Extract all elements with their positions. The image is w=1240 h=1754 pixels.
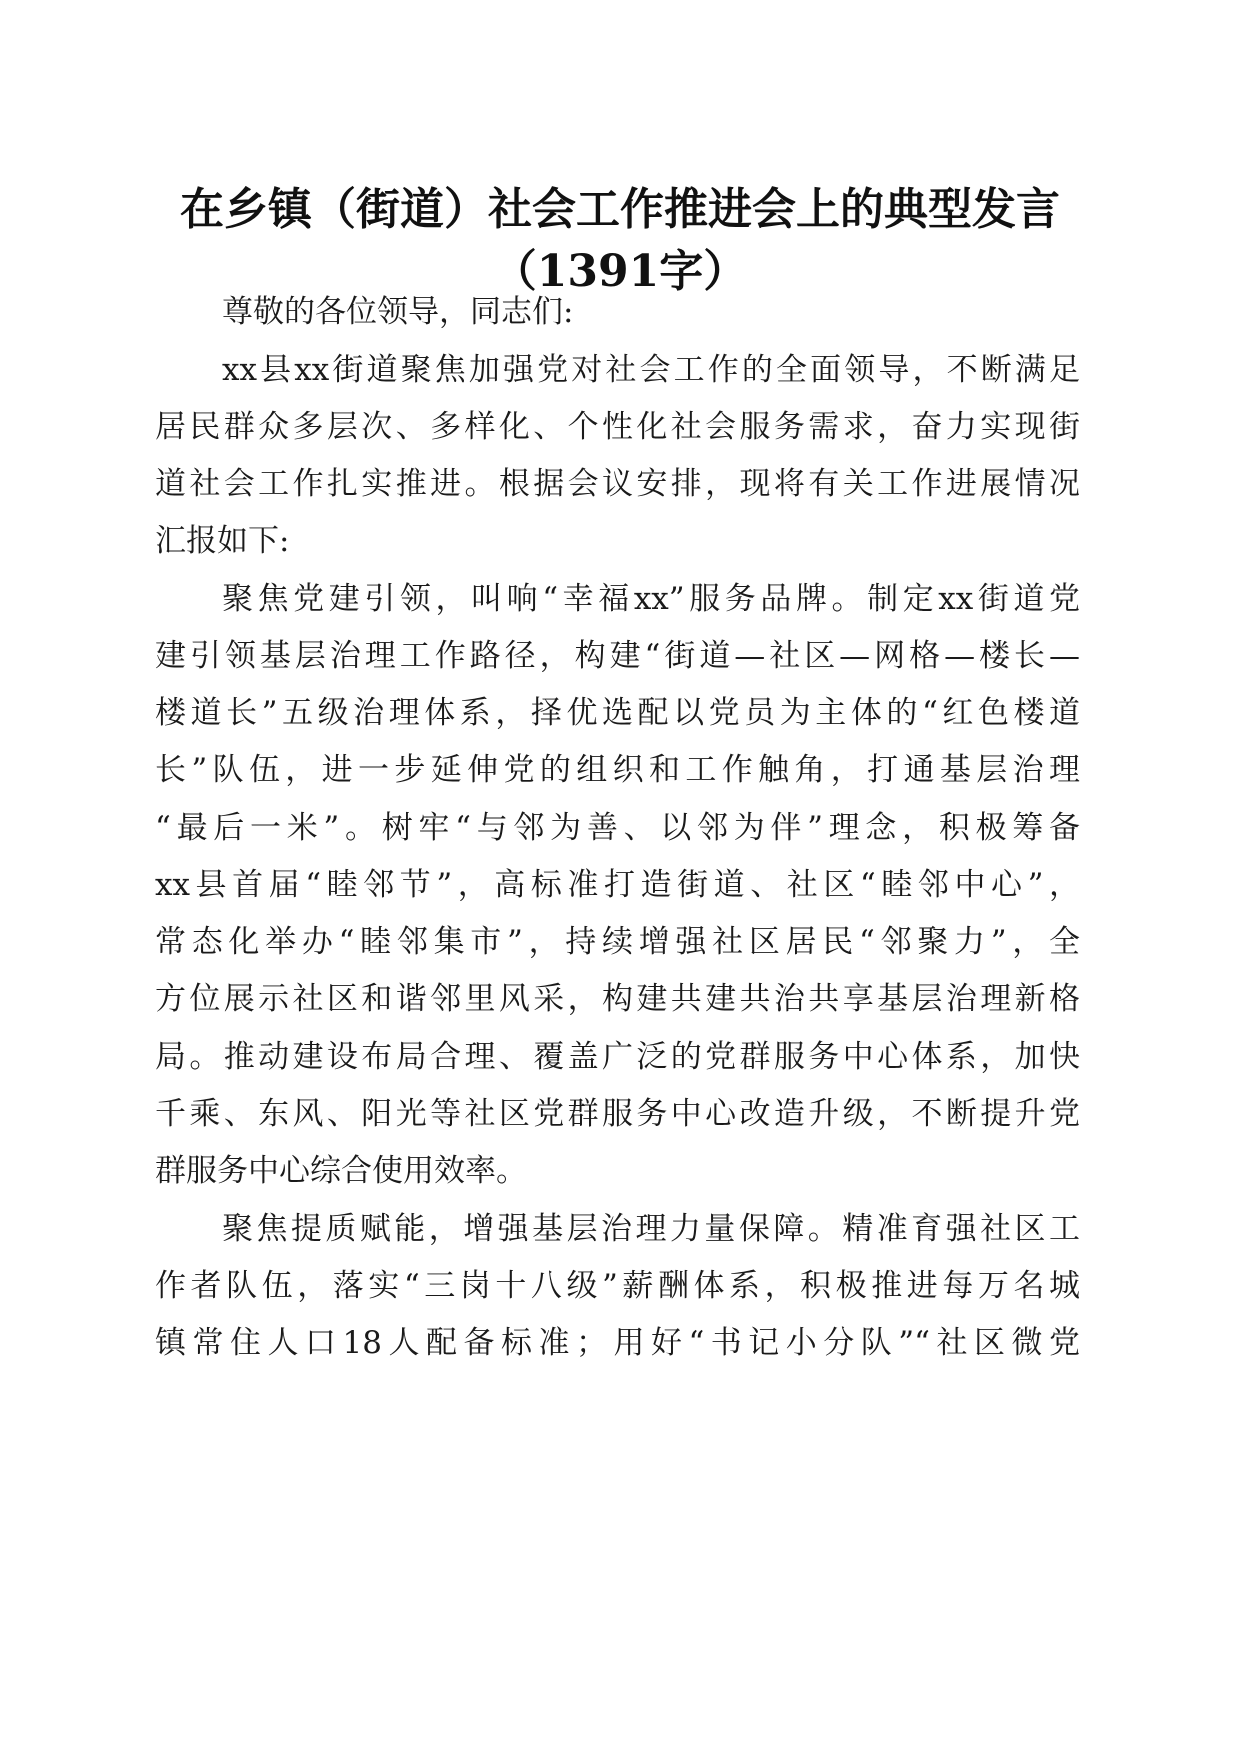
paragraph-1-line-4: 汇报如下:	[155, 523, 290, 559]
paragraph-2-line-11: 群服务中心综合使用效率。	[155, 1153, 527, 1189]
paragraph-2-line-8: 方位展示社区和谐邻里风采，构建共建共治共享基层治理新格	[155, 981, 1080, 1017]
paragraph-2-line-3: 楼道长”五级治理体系，择优选配以党员为主体的“红色楼道	[155, 695, 1080, 731]
paragraph-2-line-4: 长”队伍，进一步延伸党的组织和工作触角，打通基层治理	[155, 752, 1080, 788]
paragraph-3-line-1: 聚焦提质赋能，增强基层治理力量保障。精准育强社区工	[222, 1211, 1080, 1247]
paragraph-2-line-2: 建引领基层治理工作路径，构建“街道—社区—网格—楼长—	[155, 638, 1080, 674]
paragraph-2-line-5: “最后一米”。树牢“与邻为善、以邻为伴”理念，积极筹备	[155, 810, 1080, 846]
paragraph-2-line-10: 千乘、东风、阳光等社区党群服务中心改造升级，不断提升党	[155, 1096, 1080, 1132]
paragraph-1-line-1: xx县xx街道聚焦加强党对社会工作的全面领导，不断满足	[222, 352, 1080, 388]
paragraph-3-line-2: 作者队伍，落实“三岗十八级”薪酬体系，积极推进每万名城	[155, 1268, 1080, 1304]
document-title-wordcount: （1391字）	[492, 246, 748, 297]
paragraph-1-line-3: 道社会工作扎实推进。根据会议安排，现将有关工作进展情况	[155, 466, 1080, 502]
document-title: 在乡镇（街道）社会工作推进会上的典型发言	[180, 184, 1060, 235]
paragraph-2-line-9: 局。推动建设布局合理、覆盖广泛的党群服务中心体系，加快	[155, 1039, 1080, 1075]
salutation: 尊敬的各位领导，同志们:	[222, 294, 574, 330]
paragraph-3-line-3: 镇常住人口18人配备标准；用好“书记小分队”“社区微党	[155, 1325, 1080, 1361]
paragraph-2-line-6: xx县首届“睦邻节”，高标准打造街道、社区“睦邻中心”，	[155, 867, 1080, 903]
paragraph-2-line-7: 常态化举办“睦邻集市”，持续增强社区居民“邻聚力”，全	[155, 924, 1080, 960]
paragraph-2-line-1: 聚焦党建引领，叫响“幸福xx”服务品牌。制定xx街道党	[222, 581, 1080, 617]
paragraph-1-line-2: 居民群众多层次、多样化、个性化社会服务需求，奋力实现街	[155, 409, 1080, 445]
